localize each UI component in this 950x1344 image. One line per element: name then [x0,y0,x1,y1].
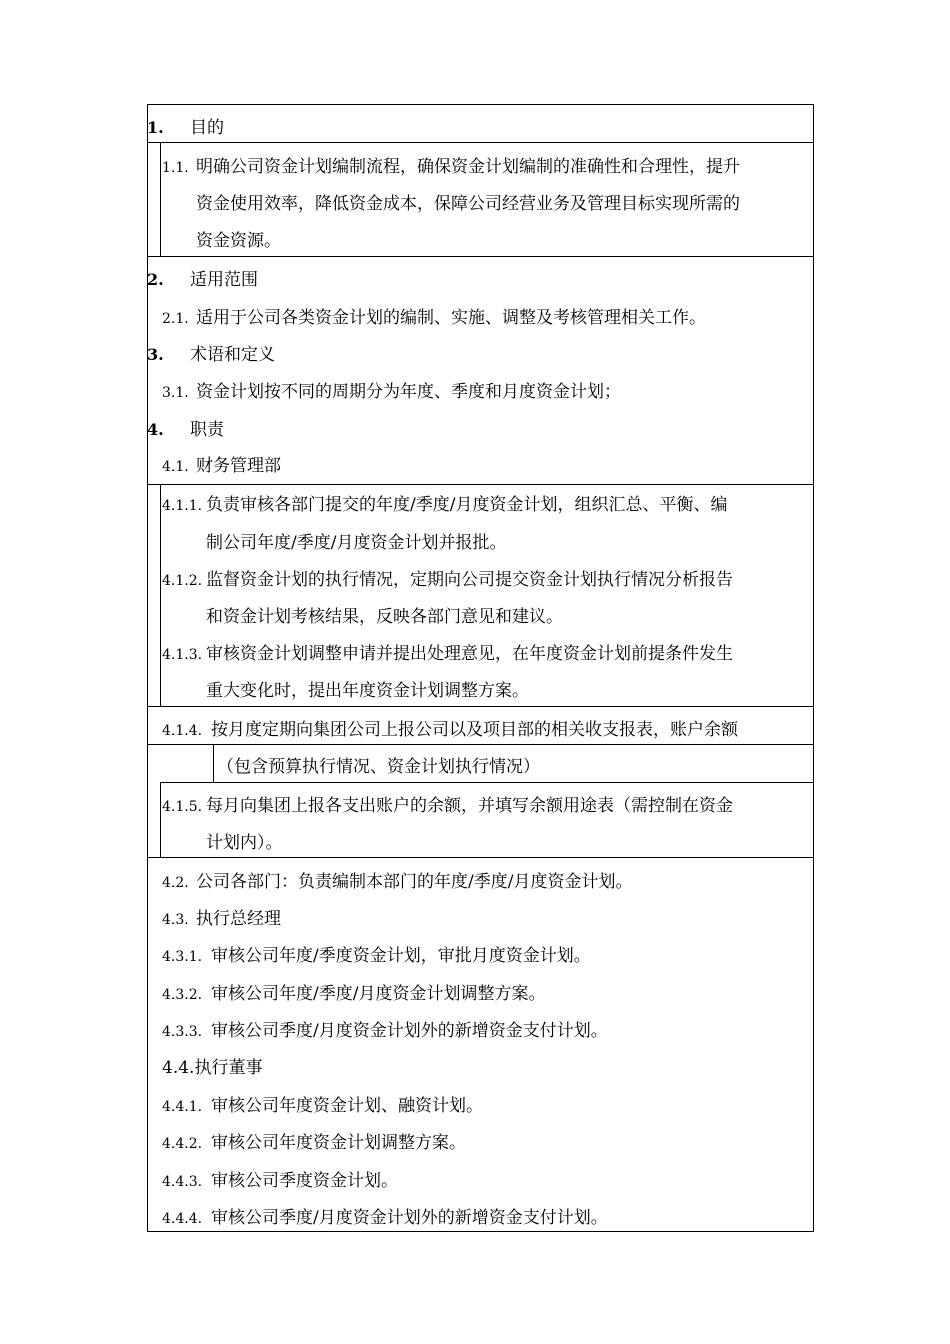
clause-text: 明确公司资金计划编制流程，确保资金计划编制的准确性和合理性，提升 [196,157,740,177]
clause-text: 资金使用效率，降低资金成本，保障公司经营业务及管理目标实现所需的 [196,194,740,214]
table-inner-left [213,744,214,782]
clause-text: 资金资源。 [196,231,281,251]
clause-text: 制公司年度/季度/月度资金计划并报批。 [206,533,507,553]
clause-number: 4.4.2. [162,1136,203,1152]
clause-number: 4.4.3. [162,1174,203,1190]
clause-text: 每月向集团上报各支出账户的余额，并填写余额用途表（需控制在资金 [206,796,733,816]
subsection-title-finance: 财务管理部 [196,456,281,476]
section-number: 1. [147,118,164,137]
clause-text: 适用于公司各类资金计划的编制、实施、调整及考核管理相关工作。 [196,308,706,328]
table-border-right-6 [813,744,814,782]
clause-text: 计划内）。 [206,833,283,853]
clause-number: 4.1.2. [162,573,203,589]
clause-text: 资金计划按不同的周期分为年度、季度和月度资金计划； [196,382,621,402]
clause-number: 4.2. [162,875,189,891]
clause-text: 审核公司季度/月度资金计划外的新增资金支付计划。 [211,1021,608,1041]
clause-text: 负责审核各部门提交的年度/季度/月度资金计划，组织汇总、平衡、编 [206,495,728,515]
table-border-top [147,104,814,105]
table-rule [147,142,814,143]
section-number: 3. [147,345,164,364]
clause-text: 和资金计划考核结果，反映各部门意见和建议。 [206,607,563,627]
clause-number: 4.1. [162,459,189,475]
table-rule [147,744,814,745]
table-border-right-3 [813,256,814,484]
table-border-bottom [147,1231,814,1232]
clause-text: 公司各部门：负责编制本部门的年度/季度/月度资金计划。 [196,872,633,892]
section-title-purpose: 目的 [190,118,224,138]
clause-number: 4.1.4. [162,723,203,739]
table-inner-left [160,782,161,858]
table-rule [160,782,814,783]
table-border-right-4 [813,484,814,706]
clause-text: 审核公司季度资金计划。 [211,1171,398,1191]
clause-text: （包含预算执行情况、资金计划执行情况） [217,757,540,777]
clause-text: 重大变化时，提出年度资金计划调整方案。 [206,681,529,701]
clause-number: 4.1.1. [162,498,203,514]
section-title-duties: 职责 [190,420,224,440]
clause-number: 1.1. [162,160,189,176]
clause-number: 4.3.1. [162,949,203,965]
clause-number: 4.4.4. [162,1211,203,1227]
subsection-title-director: 4.4.执行董事 [162,1058,263,1078]
clause-number: 4.1.3. [162,647,203,663]
clause-text: 按月度定期向集团公司上报公司以及项目部的相关收支报表，账户余额 [211,720,738,740]
clause-number: 2.1. [162,311,189,327]
clause-number: 4.4.1. [162,1099,203,1115]
table-border-right-7 [813,782,814,858]
clause-text: 审核公司季度/月度资金计划外的新增资金支付计划。 [211,1208,608,1228]
clause-text: 监督资金计划的执行情况，定期向公司提交资金计划执行情况分析报告 [206,570,733,590]
table-border-right-8 [813,857,814,1232]
table-border-right-5 [813,706,814,744]
table-inner-left [160,484,161,706]
clause-text: 审核公司年度资金计划、融资计划。 [211,1096,483,1116]
table-rule [147,256,814,257]
table-inner-left [160,142,161,256]
table-rule [147,484,814,485]
clause-text: 审核公司年度资金计划调整方案。 [211,1133,466,1153]
section-number: 2. [147,270,164,289]
clause-number: 3.1. [162,385,189,401]
clause-number: 4.3. [162,912,189,928]
table-border-right-2 [813,142,814,256]
clause-number: 4.3.2. [162,987,203,1003]
clause-text: 审核资金计划调整申请并提出处理意见，在年度资金计划前提条件发生 [206,644,733,664]
clause-number: 4.1.5. [162,799,203,815]
clause-text: 审核公司年度/季度/月度资金计划调整方案。 [211,984,546,1004]
clause-number: 4.3.3. [162,1024,203,1040]
table-rule [147,857,814,858]
section-title-terms: 术语和定义 [190,345,275,365]
subsection-title-gm: 执行总经理 [196,909,281,929]
table-rule [147,706,814,707]
clause-text: 审核公司年度/季度资金计划，审批月度资金计划。 [211,946,591,966]
section-title-scope: 适用范围 [190,270,258,290]
table-border-right-1 [813,104,814,142]
section-number: 4. [147,420,164,439]
